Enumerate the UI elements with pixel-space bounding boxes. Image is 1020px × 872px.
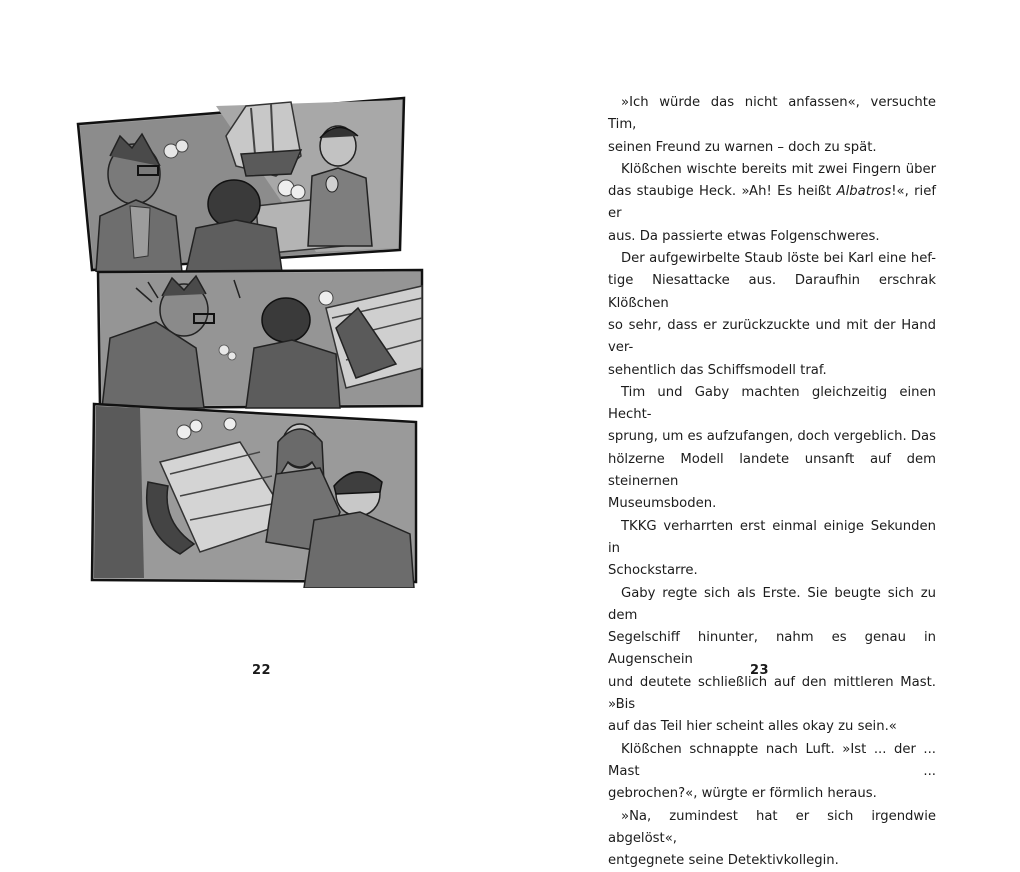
text-line: hölzerne Modell landete unsanft auf dem steinernen	[608, 449, 936, 494]
paragraph-1	[608, 92, 936, 159]
text-line: Klößchen wischte bereits mit zwei Fingern über	[608, 159, 936, 181]
text-line: tige Niesattacke aus. Daraufhin erschrak Klößchen	[608, 270, 936, 315]
comic-panel-3	[90, 402, 422, 588]
right-page	[510, 0, 1020, 738]
text-line: Segelschiff hinunter, nahm es genau in Augenschein	[608, 627, 936, 672]
comic-panel-3-icon	[90, 402, 422, 588]
paragraph-6	[608, 583, 936, 739]
comic-panel-1-icon	[76, 96, 406, 272]
text-line: gebrochen?«, würgte er förmlich heraus.	[608, 783, 936, 805]
text-line: entgegnete seine Detektivkollegin.	[608, 850, 936, 872]
comic-panel-2	[96, 268, 426, 410]
paragraph-7	[608, 739, 936, 806]
text-line: sprung, um es aufzufangen, doch vergeblich. Das	[608, 426, 936, 448]
paragraph-4	[608, 382, 936, 516]
page-number-left: 22	[252, 663, 271, 678]
text-line: Museumsboden.	[608, 493, 936, 515]
paragraph-2	[608, 159, 936, 248]
text-line: Tim und Gaby machten gleichzeitig einen Hecht-	[608, 382, 936, 427]
text-line: aus. Da passierte etwas Folgenschweres.	[608, 226, 936, 248]
story-text	[608, 92, 936, 872]
page-number-right: 23	[750, 663, 769, 678]
text-line: »Na, zumindest hat er sich irgendwie abgelöst«,	[608, 806, 936, 851]
text-line: Gaby regte sich als Erste. Sie beugte sich zu dem	[608, 583, 936, 628]
text-line: TKKG verharrten erst einmal einige Sekunden in	[608, 516, 936, 561]
paragraph-5	[608, 516, 936, 583]
paragraph-3	[608, 248, 936, 382]
text-line: Klößchen schnappte nach Luft. »Ist ... der ... Mast ...	[608, 739, 936, 784]
text-line: und deutete schließlich auf den mittleren Mast. »Bis	[608, 672, 936, 717]
comic-panel-1	[76, 96, 406, 272]
text-line: Schockstarre.	[608, 560, 936, 582]
text-line: »Ich würde das nicht anfassen«, versuchte Tim,	[608, 92, 936, 137]
text-segment: das staubige Heck. »Ah! Es heißt	[608, 184, 837, 199]
text-line: seinen Freund zu warnen – doch zu spät.	[608, 137, 936, 159]
text-line-with-italic	[608, 181, 936, 226]
text-line: auf das Teil hier scheint alles okay zu sein.«	[608, 716, 936, 738]
text-line: sehentlich das Schiffsmodell traf.	[608, 360, 936, 382]
text-segment: !«, rief er	[608, 184, 936, 221]
text-line: Der aufgewirbelte Staub löste bei Karl eine hef-	[608, 248, 936, 270]
left-page	[0, 0, 510, 738]
comic-panel-2-icon	[96, 268, 426, 410]
paragraph-8	[608, 806, 936, 872]
text-line: so sehr, dass er zurückzuckte und mit der Hand ver-	[608, 315, 936, 360]
ship-name: Albatros	[837, 184, 892, 199]
